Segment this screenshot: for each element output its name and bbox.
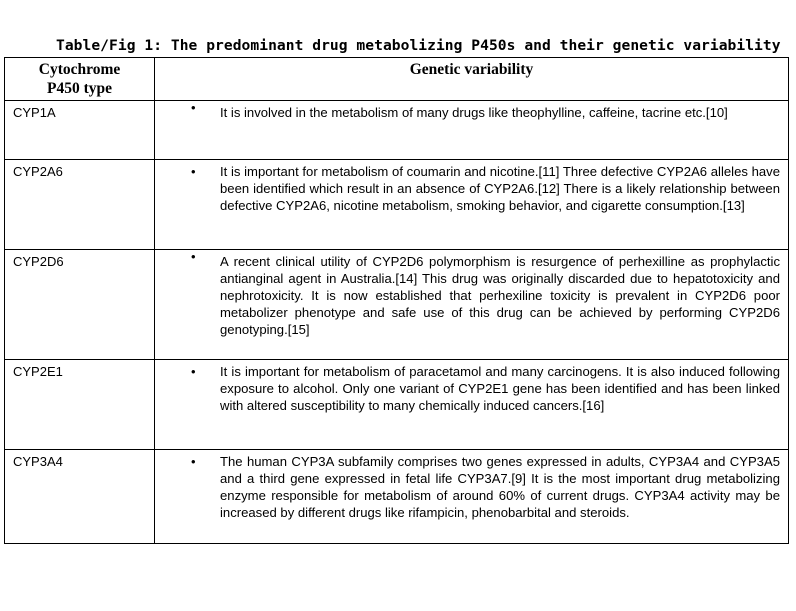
cytochrome-table: [4, 57, 789, 544]
table-row: [5, 160, 789, 250]
header-cytochrome-line2: P450 type: [46, 80, 112, 97]
description-text: The human CYP3A subfamily comprises two genes expressed in adults, CYP3A4 and CYP3A5 and a third gene expressed in fetal life CYP3A7.[9] It is the most important drug metabolizing enzyme responsible for metabolism of around 60% of current drugs. CYP3A4 activity may be increased by different drugs like rifampicin, phenobarbital and steroids.: [220, 454, 780, 520]
bullet-icon: •: [191, 249, 196, 264]
table-row: [5, 360, 789, 450]
cell-description: [155, 101, 789, 160]
description-text: A recent clinical utility of CYP2D6 polymorphism is resurgence of perhexilline as prophylactic antianginal agent in Australia.[14] This drug was originally discarded due to hepatotoxicity and nephrotoxicity. It is now established that perhexiline toxicity is prevalent in CYP2D6 poor metabolizer phenotype and safe use of this drug can be achieved by performing CYP2D6 genotyping.[15]: [220, 254, 780, 337]
cell-type: CYP3A4: [5, 450, 155, 544]
header-cytochrome-type: [5, 58, 155, 101]
cell-description: [155, 360, 789, 450]
header-cytochrome-line1: Cytochrome: [38, 61, 121, 78]
cell-description: [155, 160, 789, 250]
cell-description: [155, 250, 789, 360]
cell-type: CYP2A6: [5, 160, 155, 250]
bullet-icon: •: [191, 454, 196, 469]
bullet-icon: •: [191, 364, 196, 379]
bullet-icon: •: [191, 164, 196, 179]
cell-type: CYP2D6: [5, 250, 155, 360]
table-row: [5, 450, 789, 544]
table-caption: Table/Fig 1: The predominant drug metabolizing P450s and their genetic variability: [56, 37, 781, 54]
bullet-icon: •: [191, 100, 196, 115]
table-header-row: [5, 58, 789, 101]
cell-type: CYP2E1: [5, 360, 155, 450]
table-row: [5, 250, 789, 360]
table-row: [5, 101, 789, 160]
cell-type: CYP1A: [5, 101, 155, 160]
description-text: It is involved in the metabolism of many drugs like theophylline, caffeine, tacrine etc.[10]: [220, 105, 728, 120]
cell-description: [155, 450, 789, 544]
description-text: It is important for metabolism of coumarin and nicotine.[11] Three defective CYP2A6 alleles have been identified which result in an absence of CYP2A6.[12] There is a likely relationship between defective CYP2A6, nicotine metabolism, smoking behavior, and cigarette consumption.[13]: [220, 164, 780, 213]
description-text: It is important for metabolism of paracetamol and many carcinogens. It is also induced following exposure to alcohol. Only one variant of CYP2E1 gene has been identified and has been linked with altered susceptibility to many chemically induced cancers.[16]: [220, 364, 780, 413]
header-genetic-variability: Genetic variability: [155, 58, 789, 101]
